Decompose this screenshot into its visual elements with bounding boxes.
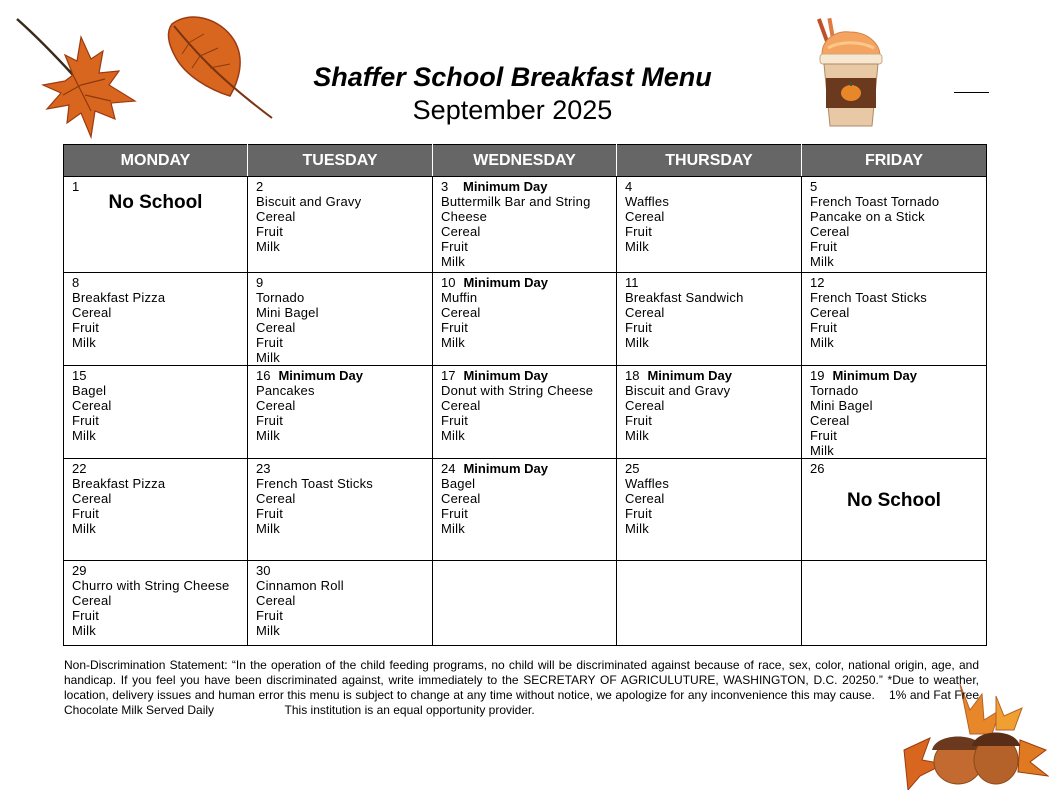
- menu-item: Fruit: [72, 608, 99, 623]
- menu-item: Cereal: [256, 209, 296, 224]
- menu-item: Cereal: [441, 305, 481, 320]
- menu-item: Breakfast Pizza: [72, 476, 166, 491]
- non-discrimination-text: Non-Discrimination Statement: “In the operation of the child feeding programs, no child will be discriminated against because of race, sex, color, national origin, age, and handicap. If you feel you have been discriminated against, write immediately to the SECRETARY OF AGRICULUTURE, WASHINGTON, D.C. 20250.” *Due to weather, location, delivery issues and human error this menu is subject to change at any time without notice, we apologize for any inconvenience this may cause.: [64, 658, 979, 702]
- day-cell: [248, 561, 433, 646]
- day-number: 24: [441, 461, 456, 476]
- day-cell: [64, 459, 248, 561]
- menu-item: Milk: [256, 239, 280, 254]
- menu-item: Milk: [810, 443, 834, 458]
- menu-item: Donut with String Cheese: [441, 383, 594, 398]
- menu-item: Fruit: [72, 413, 99, 428]
- day-cell: [802, 366, 987, 459]
- day-cell: [64, 366, 248, 459]
- menu-item: Milk: [625, 239, 649, 254]
- menu-item: Bagel: [72, 383, 107, 398]
- day-number: 3: [441, 179, 449, 194]
- menu-item: Milk: [72, 428, 96, 443]
- menu-item: Milk: [72, 623, 96, 638]
- menu-item: Milk: [625, 428, 649, 443]
- minimum-day-label: Minimum Day: [463, 179, 548, 194]
- day-number: 9: [256, 275, 264, 290]
- day-number: 25: [625, 461, 640, 476]
- no-school-label: No School: [847, 490, 941, 511]
- menu-item: Fruit: [441, 506, 468, 521]
- menu-item: Fruit: [625, 506, 652, 521]
- day-cell: [433, 459, 617, 561]
- menu-item: Cereal: [441, 224, 481, 239]
- week-row: [64, 177, 987, 273]
- week-row: [64, 273, 987, 366]
- menu-item: Breakfast Sandwich: [625, 290, 744, 305]
- menu-item: Biscuit and Gravy: [625, 383, 731, 398]
- menu-item: Milk: [256, 623, 280, 638]
- menu-item: Cereal: [72, 491, 112, 506]
- menu-item: Tornado: [810, 383, 859, 398]
- menu-item: Milk: [810, 254, 834, 269]
- day-number: 16: [256, 368, 271, 383]
- menu-item: Cereal: [625, 305, 665, 320]
- day-cell: [248, 177, 433, 273]
- menu-item: Cereal: [441, 398, 481, 413]
- minimum-day-label: Minimum Day: [463, 461, 548, 476]
- menu-item: Mini Bagel: [810, 398, 873, 413]
- minimum-day-label: Minimum Day: [647, 368, 732, 383]
- day-cell: [248, 273, 433, 366]
- menu-item: Cereal: [72, 398, 112, 413]
- menu-item: Fruit: [256, 506, 283, 521]
- menu-item: Milk: [441, 254, 465, 269]
- menu-item: Fruit: [256, 224, 283, 239]
- menu-item: Fruit: [625, 320, 652, 335]
- minimum-day-label: Minimum Day: [832, 368, 917, 383]
- menu-item: Cereal: [810, 224, 850, 239]
- menu-item: Milk: [441, 428, 465, 443]
- menu-item: Fruit: [256, 335, 283, 350]
- week-row: [64, 561, 987, 646]
- header-thursday: THURSDAY: [617, 145, 802, 177]
- menu-item: Cereal: [72, 593, 112, 608]
- header-friday: FRIDAY: [802, 145, 987, 177]
- menu-item: French Toast Sticks: [256, 476, 373, 491]
- day-number: 17: [441, 368, 456, 383]
- menu-item: Waffles: [625, 476, 670, 491]
- menu-item: Fruit: [441, 413, 468, 428]
- menu-item: Fruit: [72, 320, 99, 335]
- day-number: 26: [810, 461, 825, 476]
- menu-item: Milk: [256, 428, 280, 443]
- day-number: 8: [72, 275, 80, 290]
- header-wednesday: WEDNESDAY: [433, 145, 617, 177]
- menu-item: Cereal: [441, 491, 481, 506]
- day-cell: [248, 459, 433, 561]
- weekday-header-row: [64, 145, 987, 177]
- day-number: 19: [810, 368, 825, 383]
- day-cell: [433, 561, 617, 646]
- menu-item: Milk: [625, 335, 649, 350]
- header-tuesday: TUESDAY: [248, 145, 433, 177]
- menu-item: Fruit: [72, 506, 99, 521]
- day-number: 30: [256, 563, 271, 578]
- day-cell: [617, 366, 802, 459]
- day-cell: [617, 459, 802, 561]
- day-number: 29: [72, 563, 87, 578]
- day-number: 5: [810, 179, 818, 194]
- day-cell: [617, 561, 802, 646]
- menu-item: Cereal: [256, 491, 296, 506]
- menu-item: Milk: [625, 521, 649, 536]
- footer-statement: [64, 658, 979, 718]
- day-number: 22: [72, 461, 87, 476]
- menu-item: Milk: [256, 521, 280, 536]
- menu-item: Cereal: [625, 398, 665, 413]
- menu-item: Milk: [810, 335, 834, 350]
- menu-item: Buttermilk Bar and String Cheese: [441, 194, 591, 224]
- day-number: 1: [72, 179, 80, 194]
- menu-item: Cereal: [810, 413, 850, 428]
- no-school-label: No School: [108, 192, 203, 213]
- menu-item: Breakfast Pizza: [72, 290, 166, 305]
- day-number: 12: [810, 275, 825, 290]
- menu-item: Cereal: [625, 491, 665, 506]
- menu-item: French Toast Tornado: [810, 194, 940, 209]
- minimum-day-label: Minimum Day: [463, 275, 548, 290]
- menu-item: Milk: [441, 521, 465, 536]
- menu-item: Milk: [72, 335, 96, 350]
- menu-item: Tornado: [256, 290, 305, 305]
- menu-item: Mini Bagel: [256, 305, 319, 320]
- menu-item: Fruit: [810, 239, 837, 254]
- week-row: [64, 459, 987, 561]
- menu-item: Cereal: [256, 398, 296, 413]
- day-cell: [802, 459, 987, 561]
- menu-item: Fruit: [441, 320, 468, 335]
- day-number: 4: [625, 179, 633, 194]
- day-cell: [248, 366, 433, 459]
- page-subtitle: September 2025: [412, 95, 613, 125]
- menu-item: Cereal: [810, 305, 850, 320]
- menu-item: Fruit: [256, 608, 283, 623]
- day-cell: [64, 177, 248, 273]
- minimum-day-label: Minimum Day: [278, 368, 363, 383]
- menu-item: Cereal: [256, 593, 296, 608]
- menu-item: Fruit: [625, 224, 652, 239]
- day-number: 11: [625, 275, 639, 290]
- day-cell: [64, 561, 248, 646]
- day-cell: [617, 273, 802, 366]
- day-cell: [802, 273, 987, 366]
- menu-item: Cereal: [256, 320, 296, 335]
- day-cell: [64, 273, 248, 366]
- minimum-day-label: Minimum Day: [463, 368, 548, 383]
- day-cell: [802, 177, 987, 273]
- day-number: 18: [625, 368, 640, 383]
- menu-item: French Toast Sticks: [810, 290, 927, 305]
- day-number: 2: [256, 179, 264, 194]
- menu-item: Biscuit and Gravy: [256, 194, 362, 209]
- menu-item: Fruit: [256, 413, 283, 428]
- menu-item: Cereal: [72, 305, 112, 320]
- menu-item: Milk: [256, 350, 280, 365]
- equal-opportunity-text: This institution is an equal opportunity provider.: [284, 703, 535, 717]
- menu-item: Fruit: [441, 239, 468, 254]
- day-number: 23: [256, 461, 271, 476]
- day-cell: [802, 561, 987, 646]
- menu-item: Bagel: [441, 476, 476, 491]
- day-cell: [617, 177, 802, 273]
- menu-item: Pancake on a Stick: [810, 209, 925, 224]
- menu-item: Cinnamon Roll: [256, 578, 344, 593]
- menu-item: Muffin: [441, 290, 478, 305]
- menu-item: Pancakes: [256, 383, 315, 398]
- menu-item: Churro with String Cheese: [72, 578, 230, 593]
- milk-note: 1% and Fat Free Chocolate Milk Served Daily: [64, 688, 979, 717]
- day-cell: [433, 273, 617, 366]
- menu-item: Waffles: [625, 194, 670, 209]
- day-cell: [433, 366, 617, 459]
- menu-item: Cereal: [625, 209, 665, 224]
- menu-item: Milk: [441, 335, 465, 350]
- menu-item: Fruit: [625, 413, 652, 428]
- menu-item: Milk: [72, 521, 96, 536]
- menu-calendar: [63, 144, 987, 646]
- day-number: 15: [72, 368, 87, 383]
- day-cell: [433, 177, 617, 273]
- day-number: 10: [441, 275, 456, 290]
- menu-item: Fruit: [810, 428, 837, 443]
- page-title: Shaffer School Breakfast Menu: [313, 62, 712, 92]
- week-row: [64, 366, 987, 459]
- header-monday: MONDAY: [64, 145, 248, 177]
- menu-item: Fruit: [810, 320, 837, 335]
